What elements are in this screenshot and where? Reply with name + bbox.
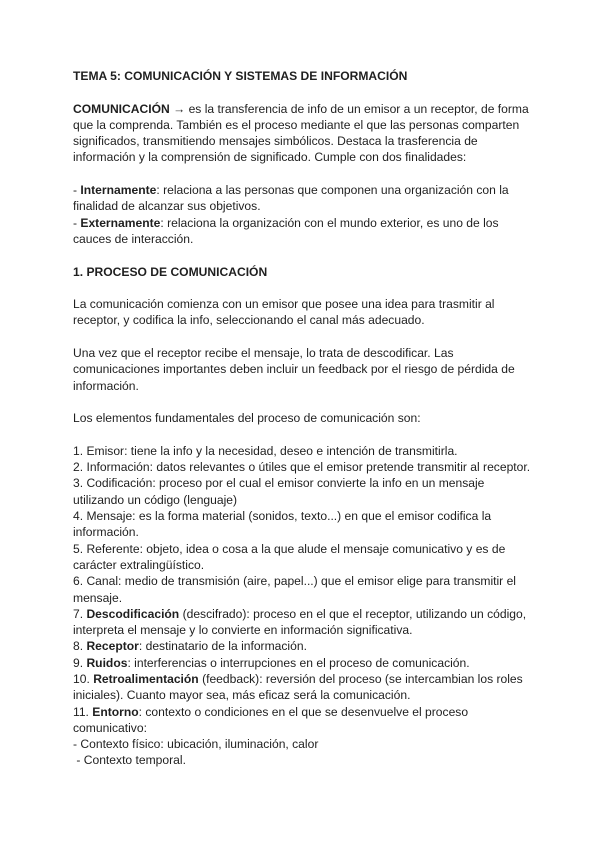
intro-text: → es la transferencia de info de un emisor a un receptor, de forma que la comprenda. También es el proceso mediante el que las personas comparten significados, transmitiendo mensajes simbólicos. Destaca la trasferencia de información y la comprensión de significado. Cumple con dos finalidades: xyxy=(73,101,529,165)
purpose-prefix: - xyxy=(73,183,81,198)
list-number: 1. xyxy=(73,443,87,458)
list-text: (feedback): reversión del proceso (se intercambian los roles iniciales). Cuanto mayor sea, más eficaz será la comunicación. xyxy=(73,671,523,703)
list-number: 8. xyxy=(73,639,87,654)
list-term: Retroalimentación xyxy=(93,671,199,686)
list-term: Descodificación xyxy=(86,606,180,621)
list-text: Codificación: proceso por el cual el emisor convierte la info en un mensaje utilizando un código (lenguaje) xyxy=(73,476,485,507)
purpose-text: : relaciona a las personas que componen una organización con la finalidad de alcanzar sus objetivos. xyxy=(73,183,509,214)
list-term: Entorno xyxy=(92,704,139,719)
list-number: 10. xyxy=(73,671,94,686)
list-text: : interferencias o interrupciones en el proceso de comunicación. xyxy=(127,655,470,670)
intro-term: COMUNICACIÓN xyxy=(73,101,170,116)
purpose-term: Internamente xyxy=(80,183,157,198)
purpose-item xyxy=(73,182,533,215)
list-item xyxy=(73,671,533,704)
elements-list xyxy=(73,443,533,769)
list-number: 2. xyxy=(73,460,87,475)
list-text: Emisor: tiene la info y la necesidad, deseo e intención de transmitirla. xyxy=(86,443,458,458)
list-text: : contexto o condiciones en el que se desenvuelve el proceso comunicativo: xyxy=(73,704,469,735)
list-item xyxy=(73,655,533,671)
list-number: 5. xyxy=(73,541,87,556)
document-title: TEMA 5: COMUNICACIÓN Y SISTEMAS DE INFORMACIÓN xyxy=(73,69,408,83)
list-term: Receptor xyxy=(86,639,139,654)
list-item xyxy=(73,638,533,654)
list-number: 4. xyxy=(73,509,87,524)
list-item xyxy=(73,541,533,574)
list-item xyxy=(73,704,533,737)
list-text: Información: datos relevantes o útiles que el emisor pretende transmitir al receptor. xyxy=(86,460,531,475)
list-item xyxy=(73,475,533,508)
list-text: Mensaje: es la forma material (sonidos, texto...) en que el emisor codifica la información. xyxy=(73,509,492,540)
list-text: Canal: medio de transmisión (aire, papel...) que el emisor elige para transmitir el mensaje. xyxy=(73,574,516,605)
list-number: 3. xyxy=(73,476,87,491)
list-term: Ruidos xyxy=(86,655,128,670)
intro-paragraph xyxy=(73,101,533,166)
section-paragraph: Los elementos fundamentales del proceso de comunicación son: xyxy=(73,411,421,426)
section-paragraph: Una vez que el receptor recibe el mensaje, lo trata de descodificar. Las comunicaciones importantes deben incluir un feedback por el riesgo de pérdida de información. xyxy=(73,346,515,393)
purpose-prefix: - xyxy=(73,215,81,230)
purpose-term: Externamente xyxy=(80,215,161,230)
list-item xyxy=(73,508,533,541)
context-item: - Contexto temporal. xyxy=(73,753,186,768)
purposes-list xyxy=(73,182,533,247)
purpose-item xyxy=(73,215,533,248)
document-page xyxy=(73,68,533,769)
list-number: 6. xyxy=(73,574,87,589)
list-item xyxy=(73,443,533,459)
list-text: (descifrado): proceso en el que el receptor, utilizando un código, interpreta el mensaje y lo convierte en información significativa. xyxy=(73,606,527,638)
list-item xyxy=(73,573,533,606)
purpose-text: : relaciona la organización con el mundo exterior, es uno de los cauces de interacción. xyxy=(73,215,499,246)
section-paragraph: La comunicación comienza con un emisor que posee una idea para trasmitir al receptor, y codifica la info, seleccionando el canal más adecuado. xyxy=(73,297,495,328)
context-item: - Contexto físico: ubicación, iluminación, calor xyxy=(73,737,319,752)
list-number: 9. xyxy=(73,655,87,670)
list-item xyxy=(73,606,533,639)
list-text: Referente: objeto, idea o cosa a la que alude el mensaje comunicativo y es de carácter extralingüístico. xyxy=(73,541,506,572)
list-item xyxy=(73,459,533,475)
list-number: 7. xyxy=(73,606,87,621)
section-heading: 1. PROCESO DE COMUNICACIÓN xyxy=(73,264,268,279)
list-text: : destinatario de la información. xyxy=(138,639,307,654)
list-number: 11. xyxy=(73,704,93,719)
